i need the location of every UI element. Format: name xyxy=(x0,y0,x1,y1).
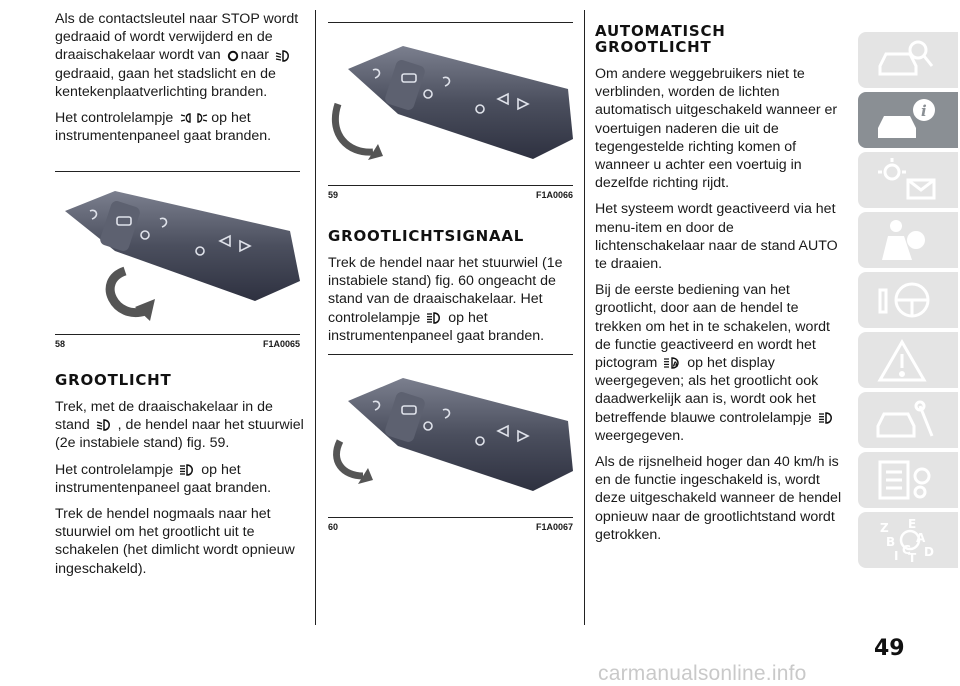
heading-line: AUTOMATISCH xyxy=(595,22,726,40)
text: naar xyxy=(240,47,269,64)
figure-top-rule xyxy=(328,354,573,355)
figure-code: F1A0066 xyxy=(535,190,573,200)
svg-text:i: i xyxy=(921,102,927,120)
paragraph-grootlicht xyxy=(55,398,305,453)
tab-maintenance[interactable] xyxy=(858,392,958,448)
figure-number: 58 xyxy=(55,339,66,349)
text: Trek de hendel naar het stuurwiel (1e instabiele stand) fig. 60 ongeacht de stand van de draaischakelaar. Het controlelampje xyxy=(328,255,563,326)
paragraph-stop xyxy=(55,10,305,101)
tab-car-info[interactable] xyxy=(858,92,958,148)
high-beam-icon xyxy=(818,411,838,425)
text: Trek, met de draaischakelaar in de stand xyxy=(55,399,273,434)
tab-car-search[interactable] xyxy=(858,32,958,88)
svg-text:D: D xyxy=(924,545,934,559)
text: op het instrumentenpaneel gaat branden. xyxy=(55,461,272,496)
text: Als de contactsleutel naar STOP wordt gedraaid of wordt verwijderd en de draaischakelaar wordt van xyxy=(55,11,299,64)
document-gears-icon xyxy=(872,456,942,504)
position-lights-icon xyxy=(179,111,209,125)
figure-number: 59 xyxy=(328,190,339,200)
tab-technical-data[interactable] xyxy=(858,452,958,508)
svg-text:Z: Z xyxy=(880,521,889,535)
paragraph-signaal xyxy=(328,254,576,345)
column-right xyxy=(595,23,847,552)
tab-safety[interactable] xyxy=(858,212,958,268)
heading-grootlichtsignaal: GROOTLICHTSIGNAAL xyxy=(328,227,525,245)
text: op het display weergegeven; als het grootlicht ook daadwerkelijk aan is, wordt ook het betreffende blauwe controlelampje xyxy=(595,355,819,426)
text: op het instrumentenpaneel gaat branden. xyxy=(55,110,272,145)
column-divider xyxy=(315,10,316,625)
heading-grootlicht: GROOTLICHT xyxy=(55,371,172,389)
text: Het controlelampje xyxy=(55,461,174,478)
column-left xyxy=(55,10,305,153)
warning-triangle-car-icon xyxy=(872,336,942,384)
column-divider xyxy=(584,10,585,625)
paragraph-high-beam-lamp xyxy=(55,461,305,497)
figure-bottom-rule xyxy=(328,517,573,518)
figure-58 xyxy=(55,171,300,355)
steering-wheel-icon xyxy=(872,276,942,324)
low-beam-icon xyxy=(275,49,295,63)
car-search-icon xyxy=(872,36,942,84)
car-wrench-icon xyxy=(872,396,942,444)
figure-bottom-rule xyxy=(55,334,300,335)
svg-text:C: C xyxy=(902,543,911,557)
airbag-person-icon xyxy=(872,216,942,264)
paragraph-eerste-bediening xyxy=(595,281,847,445)
o-symbol-icon xyxy=(227,50,239,62)
lever-illustration xyxy=(328,366,573,516)
figure-number: 60 xyxy=(328,522,339,532)
svg-text:T: T xyxy=(908,551,917,564)
high-beam-icon xyxy=(179,463,199,477)
tab-emergency[interactable] xyxy=(858,332,958,388)
figure-59 xyxy=(328,22,573,206)
figure-top-rule xyxy=(328,22,573,23)
figure-top-rule xyxy=(55,171,300,172)
figure-60 xyxy=(328,354,573,538)
svg-text:E: E xyxy=(908,517,917,531)
warning-lights-icon xyxy=(872,156,942,204)
svg-text:I: I xyxy=(894,549,899,563)
svg-text:A: A xyxy=(672,360,679,369)
column-middle xyxy=(328,228,576,353)
heading-automatisch-grootlicht xyxy=(595,23,847,55)
svg-text:A: A xyxy=(916,531,926,545)
low-beam-icon xyxy=(96,418,116,432)
high-beam-icon xyxy=(426,311,446,325)
car-info-icon xyxy=(872,96,942,144)
text: Het controlelampje xyxy=(55,110,174,127)
watermark: carmanualsonline.info xyxy=(598,662,807,685)
tab-warning-lights[interactable] xyxy=(858,152,958,208)
text: gedraaid, gaan het stadslicht en de kentekenplaatverlichting branden. xyxy=(55,65,276,100)
text: op het instrumentenpaneel gaat branden. xyxy=(328,309,545,344)
lever-illustration xyxy=(55,181,300,331)
alphabet-index-icon xyxy=(872,516,942,564)
tab-index[interactable] xyxy=(858,512,958,568)
figure-bottom-rule xyxy=(328,185,573,186)
text: , de hendel naar het stuurwiel (2e instabiele stand) fig. 59. xyxy=(55,417,304,452)
lever-illustration xyxy=(328,34,573,184)
paragraph-position-lamp xyxy=(55,109,305,145)
paragraph-systeem: Het systeem wordt geactiveerd via het menu-item en door de lichtenschakelaar naar de stand AUTO te draaien. xyxy=(595,201,838,273)
text: Bij de eerste bediening van het grootlicht, door aan de hendel te trekken om het in te schakelen, wordt de functie geactiveerd en wordt het pictogram xyxy=(595,282,831,372)
text: weergegeven. xyxy=(595,427,685,444)
svg-text:B: B xyxy=(886,535,896,549)
paragraph-rijsnelheid: Als de rijsnelheid hoger dan 40 km/h is en de functie ingeschakeld is, wordt deze uitgeschakeld wanneer de hendel opnieuw naar de grootlichtstand wordt getrokken. xyxy=(595,454,842,543)
paragraph-verblinden: Om andere weggebruikers niet te verblinden, worden de lichten automatisch uitgeschakeld wanneer er voertuigen naderen die uit de tegengestelde richting komen of wanneer u achter een voertuig in dezelfde richting rijdt. xyxy=(595,66,838,192)
tab-starting-driving[interactable] xyxy=(858,272,958,328)
column-left-lower xyxy=(55,372,305,586)
auto-high-beam-icon xyxy=(663,356,685,370)
heading-line: GROOTLICHT xyxy=(595,38,712,56)
figure-code: F1A0067 xyxy=(535,522,573,532)
page-number: 49 xyxy=(874,636,905,661)
paragraph-switch-off: Trek de hendel nogmaals naar het stuurwiel om het grootlicht uit te schakelen (het dimlicht wordt opnieuw ingeschakeld). xyxy=(55,506,295,577)
figure-code: F1A0065 xyxy=(262,339,300,349)
